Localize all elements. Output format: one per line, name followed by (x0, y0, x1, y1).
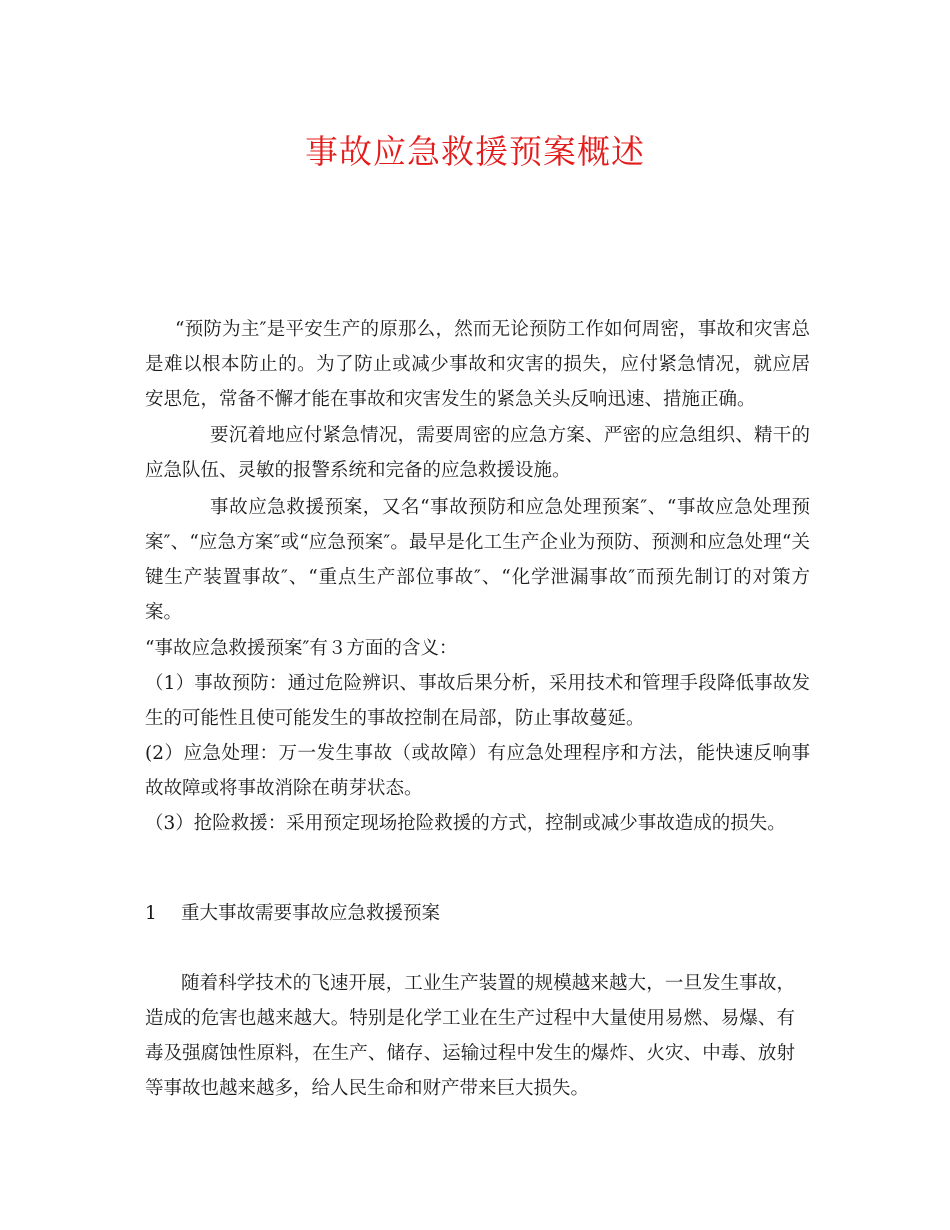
section-heading (145, 896, 440, 931)
list-item-rescue: （3）抢险救援：采用预定现场抢险救援的方式，控制或减少事故造成的损失。 (145, 813, 786, 834)
paragraph-prevention-principle: “预防为主″是平安生产的原那么，然而无论预防工作如何周密，事故和灾害总是难以根本防止的。为了防止或减少事故和灾害的损失，应付紧急情况，就应居安思危，常备不懈才能在事故和灾害发生的紧急关头反响迅速、措施正确。 (145, 319, 810, 410)
section-title: 重大事故需要事故应急救援预案 (181, 903, 441, 924)
list-item-accident-prevention: （1）事故预防：通过危险辨识、事故后果分析，采用技术和管理手段降低事故发生的可能性且使可能发生的事故控制在局部，防止事故蔓延。 (145, 673, 810, 729)
paragraph-plan-definition: 事故应急救援预案，又名“事故预防和应急处理预案″、“事故应急处理预案″、“应急方案″或“应急预案″。最早是化工生产企业为预防、预测和应急处理“关键生产装置事故″、“重点生产部位事故″、“化学泄漏事故″而预先制订的对策方案。 (145, 497, 810, 623)
section-number: 1 (145, 903, 157, 924)
page-title: 事故应急救援预案概述 (305, 132, 645, 171)
paragraph-industrial-hazards: 随着科学技术的飞速开展，工业生产装置的规模越来越大，一旦发生事故，造成的危害也越来越大。特别是化学工业在生产过程中大量使用易燃、易爆、有毒及强腐蚀性原料，在生产、储存、运输过程中发生的爆炸、火灾、中毒、放射等事故也越来越多，给人民生命和财产带来巨大损失。 (145, 973, 795, 1099)
paragraph-emergency-requirements: 要沉着地应付紧急情况，需要周密的应急方案、严密的应急组织、精干的应急队伍、灵敏的报警系统和完备的应急救援设施。 (145, 425, 810, 481)
paragraph-three-aspects: “事故应急救援预案″有３方面的含义： (145, 638, 458, 659)
list-item-emergency-handling: (2）应急处理：万一发生事故（或故障）有应急处理程序和方法，能快速反响事故故障或将事故消除在萌芽状态。 (145, 743, 810, 799)
